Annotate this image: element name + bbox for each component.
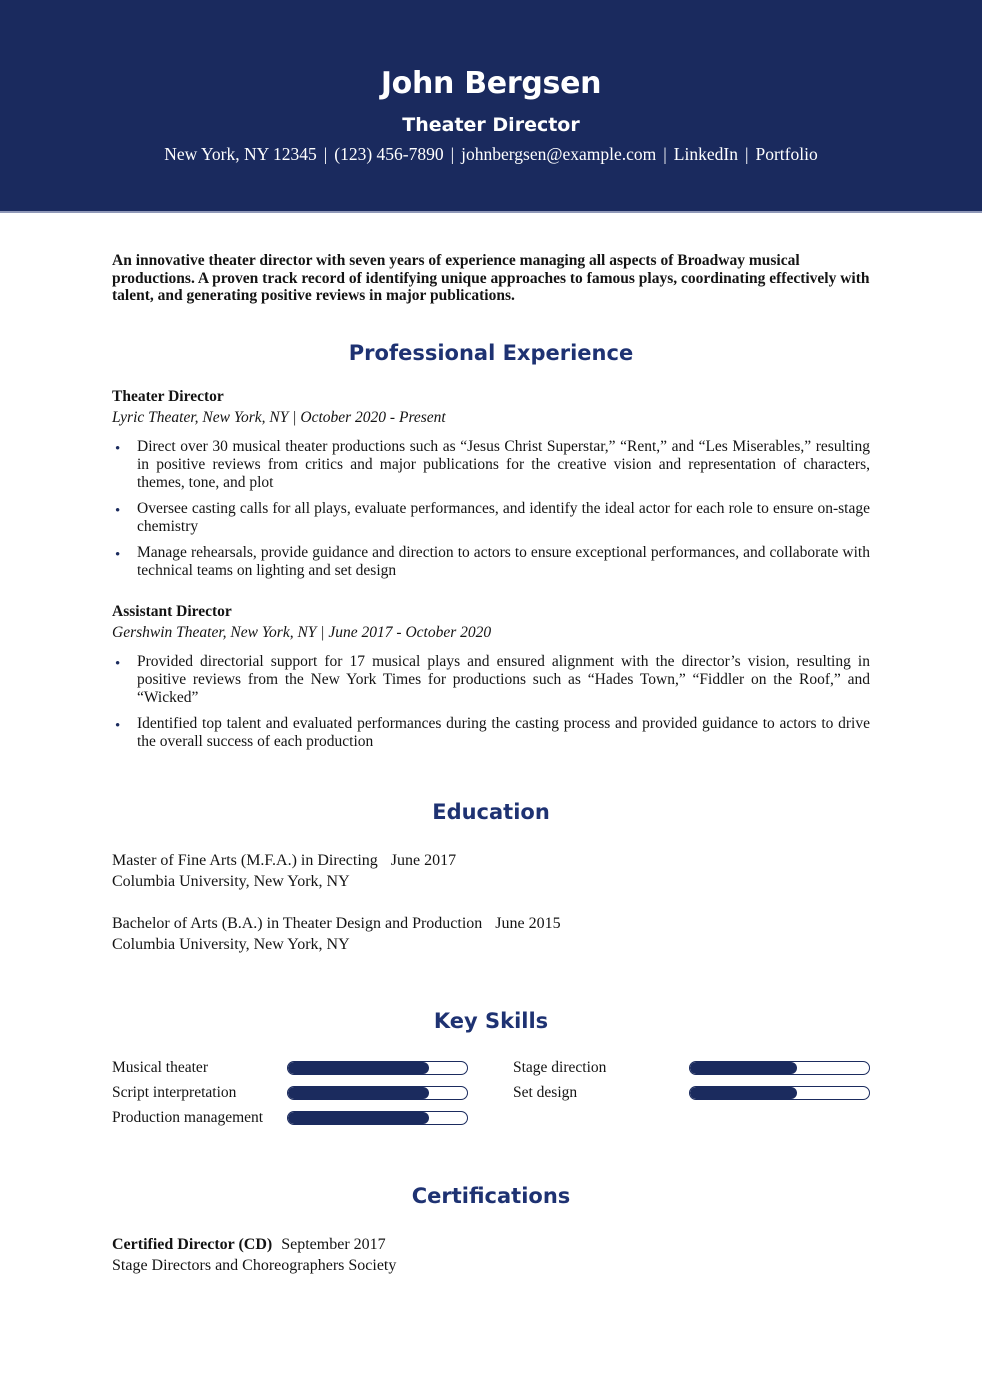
certification-organization: Stage Directors and Choreographers Society [112, 1256, 397, 1274]
resume-body [0, 252, 982, 1276]
education-degree-line [112, 913, 870, 934]
certification-title-line [112, 1234, 870, 1255]
education-school: Columbia University, New York, NY [112, 935, 350, 953]
contact-location: New York, NY 12345 [164, 144, 317, 164]
education-degree-line [112, 850, 870, 871]
skill-label: Musical theater [112, 1058, 208, 1076]
skills-column-left [112, 1059, 513, 1134]
experience-section [112, 387, 870, 751]
skill-progress-fill [288, 1062, 429, 1074]
skill-label: Set design [513, 1083, 578, 1101]
resume-header [0, 0, 982, 213]
job-title: Assistant Director [112, 602, 232, 620]
contact-linkedin-link[interactable]: LinkedIn [673, 144, 738, 164]
skill-progress-bar [287, 1061, 468, 1075]
job-bullet: • Provided directorial support for 17 musical plays and ensured alignment with the director’s vision, resulting in positive reviews from the New York Times for productions such as “Hades Town,” “Fiddler on the Roof,” and “Wicked” [112, 653, 870, 707]
summary-paragraph: An innovative theater director with seven years of experience managing all aspects of Broadway musical productions. A proven track record of identifying unique approaches to famous plays, coordinating effectively with talent, and generating positive reviews in major publications. [112, 252, 870, 304]
education-degree: Bachelor of Arts (B.A.) in Theater Design and Production [112, 914, 483, 932]
skill-row [112, 1059, 513, 1076]
skill-row [112, 1109, 513, 1126]
skill-progress-bar [689, 1061, 870, 1075]
contact-portfolio-link[interactable]: Portfolio [755, 144, 818, 164]
education-date: June 2015 [495, 914, 561, 932]
skill-progress-fill [690, 1062, 797, 1074]
education-entry [112, 850, 870, 892]
job-bullet: • Oversee casting calls for all plays, evaluate performances, and identify the ideal actor for each role to ensure on-stage chemistry [112, 500, 870, 536]
education-school: Columbia University, New York, NY [112, 872, 350, 890]
skills-column-right [513, 1059, 870, 1134]
skill-row [513, 1084, 870, 1101]
certification-entry [112, 1234, 870, 1276]
job-bullet-list [112, 653, 870, 751]
contact-email-link[interactable]: johnbergsen@example.com [461, 144, 657, 164]
skill-label: Stage direction [513, 1058, 607, 1076]
job-title: Theater Director [112, 387, 224, 405]
skill-progress-fill [288, 1112, 429, 1124]
skill-progress-bar [689, 1086, 870, 1100]
skill-progress-bar [287, 1086, 468, 1100]
certification-date: September 2017 [281, 1235, 386, 1253]
job-meta: Gershwin Theater, New York, NY | June 2017 - October 2020 [112, 623, 492, 641]
contact-separator: | [663, 144, 667, 164]
contact-separator: | [450, 144, 455, 164]
certification-name: Certified Director (CD) [112, 1235, 273, 1253]
job-bullet: • Identified top talent and evaluated performances during the casting process and provided guidance to actors to drive the overall success of each production [112, 715, 870, 751]
certifications-section [112, 1234, 870, 1276]
section-heading-experience: Professional Experience [348, 340, 634, 365]
candidate-job-title: Theater Director [402, 114, 580, 136]
contact-phone: (123) 456-7890 [334, 144, 444, 164]
education-entry [112, 913, 870, 955]
job-bullet-list [112, 438, 870, 580]
job-meta: Lyric Theater, New York, NY | October 2020 - Present [112, 408, 446, 426]
skill-progress-fill [690, 1087, 797, 1099]
candidate-name: John Bergsen [380, 66, 602, 101]
skill-progress-fill [288, 1087, 429, 1099]
section-heading-skills: Key Skills [433, 1008, 549, 1033]
job-bullet: • Direct over 30 musical theater productions such as “Jesus Christ Superstar,” “Rent,” and “Les Miserables,” resulting in positive reviews from critics and major publications for the creative vision and representation of characters, themes, tone, and plot [112, 438, 870, 492]
skills-section [112, 1059, 870, 1134]
section-heading-certifications: Certifications [411, 1183, 571, 1208]
skill-label: Script interpretation [112, 1083, 237, 1101]
contact-separator: | [744, 144, 749, 164]
education-date: June 2017 [390, 851, 457, 869]
job-entry [112, 387, 870, 580]
education-section [112, 850, 870, 955]
contact-line [0, 144, 982, 165]
skill-progress-bar [287, 1111, 468, 1125]
contact-separator: | [323, 144, 328, 164]
job-entry [112, 602, 870, 751]
skill-row [513, 1059, 870, 1076]
skill-label: Production management [112, 1108, 264, 1126]
skill-row [112, 1084, 513, 1101]
education-degree: Master of Fine Arts (M.F.A.) in Directing [112, 851, 378, 869]
job-bullet: • Manage rehearsals, provide guidance and direction to actors to ensure exceptional performances, and collaborate with technical teams on lighting and set design [112, 544, 870, 580]
section-heading-education: Education [432, 799, 550, 824]
